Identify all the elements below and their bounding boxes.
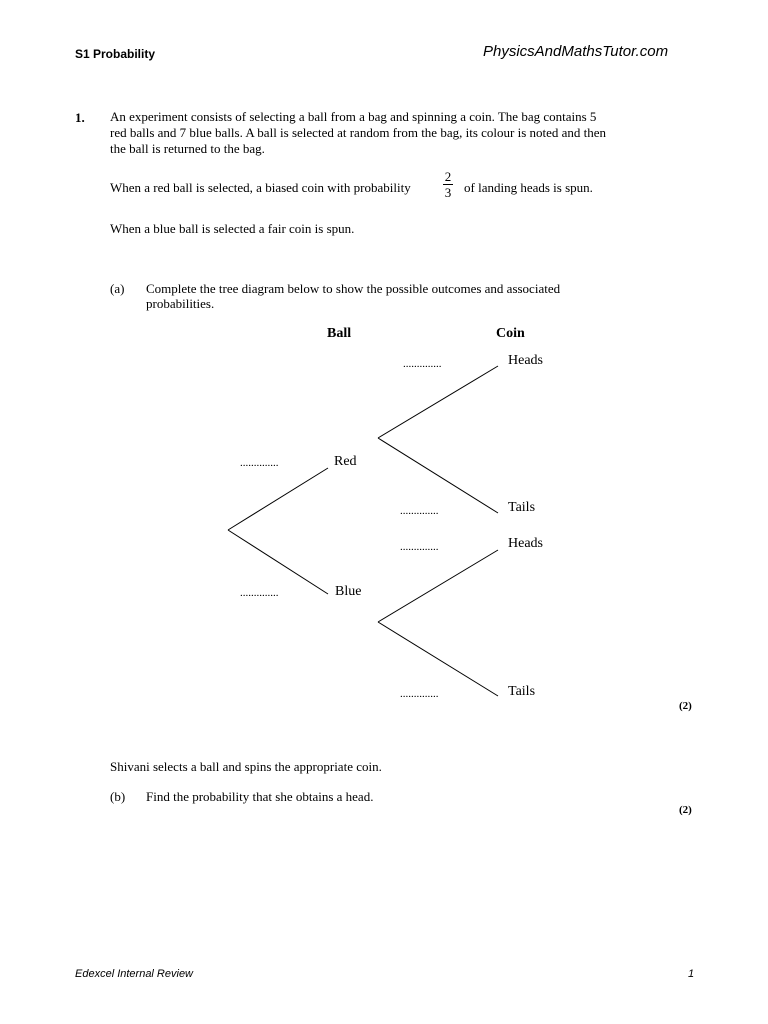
branch-root-to-blue	[228, 530, 328, 594]
red-ball-rule-text: When a red ball is selected, a biased coin with probability	[110, 180, 411, 195]
fraction-denominator: 3	[444, 185, 452, 200]
part-b-intro: Shivani selects a ball and spins the appropriate coin.	[110, 759, 382, 774]
footer-source: Edexcel Internal Review	[75, 968, 194, 980]
blue-heads-outcome: Heads	[508, 536, 543, 551]
question-number: 1.	[75, 110, 85, 125]
part-a-marks: (2)	[679, 700, 692, 712]
question-intro-line-2: red balls and 7 blue balls. A ball is selected at random from the bag, its colour is noted and then	[110, 125, 607, 140]
blank-p-blue-heads[interactable]: ..............	[400, 541, 439, 553]
question-intro-line-3: the ball is returned to the bag.	[110, 141, 265, 156]
part-a-label: (a)	[110, 281, 125, 296]
branch-red-to-heads	[378, 366, 498, 438]
fraction-numerator: 2	[444, 169, 452, 184]
red-node-label: Red	[334, 454, 357, 469]
branch-root-to-red	[228, 468, 328, 530]
branch-red-to-tails	[378, 438, 498, 513]
blank-p-red-tails[interactable]: ..............	[400, 505, 439, 517]
document-header-title: S1 Probability	[75, 47, 156, 61]
part-b-text: Find the probability that she obtains a head.	[146, 789, 374, 804]
part-b-label: (b)	[110, 789, 126, 804]
blue-tails-outcome: Tails	[508, 684, 536, 699]
red-ball-rule-text-end: of landing heads is spun.	[464, 180, 593, 195]
red-heads-outcome: Heads	[508, 353, 543, 368]
ball-column-heading: Ball	[327, 326, 352, 341]
question-intro-line-1: An experiment consists of selecting a ball from a bag and spinning a coin. The bag contains 5	[110, 109, 597, 124]
red-tails-outcome: Tails	[508, 500, 536, 515]
blank-p-blue-tails[interactable]: ..............	[400, 688, 439, 700]
part-b-marks: (2)	[679, 804, 692, 816]
blue-node-label: Blue	[335, 584, 362, 599]
branch-blue-to-tails	[378, 622, 498, 696]
blank-p-blue[interactable]: ..............	[240, 587, 279, 599]
part-a-text-line-2: probabilities.	[146, 296, 215, 311]
blue-ball-rule-text: When a blue ball is selected a fair coin is spun.	[110, 221, 355, 236]
page-number: 1	[688, 968, 695, 980]
blank-p-red[interactable]: ..............	[240, 457, 279, 469]
part-a-text-line-1: Complete the tree diagram below to show the possible outcomes and associated	[146, 281, 561, 296]
source-site-name: PhysicsAndMathsTutor.com	[483, 43, 669, 60]
coin-column-heading: Coin	[496, 326, 525, 341]
blank-p-red-heads[interactable]: ..............	[403, 358, 442, 370]
branch-blue-to-heads	[378, 550, 498, 622]
